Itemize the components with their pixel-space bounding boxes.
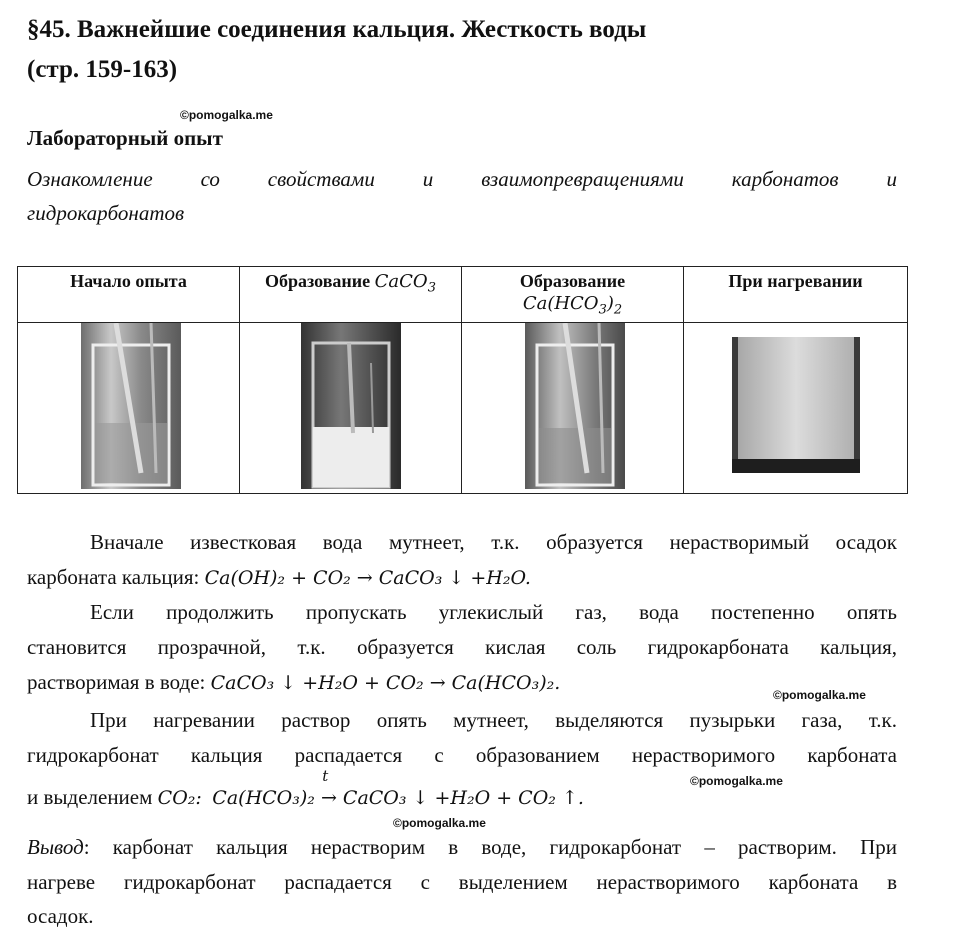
watermark: ©pomogalka.me (690, 774, 783, 788)
page-heading (27, 10, 927, 90)
table-header-caco3: Образование CaCO$_3$ (240, 267, 462, 323)
formula-3-temperature-mark: t (322, 767, 329, 785)
paragraph-3-line-1: При нагревании раствор опять мутнеет, выделяются пузырьки газа, т.к. (90, 708, 897, 732)
table-header-start: Начало опыта (18, 267, 240, 323)
conclusion-label: Вывод (27, 835, 84, 859)
conclusion-line-3: осадок. (27, 904, 94, 928)
heading-line-2: (стр. 159-163) (27, 56, 178, 83)
beaker-clear-photo (81, 323, 181, 489)
photo-cell-cahco3 (462, 323, 684, 494)
formula-1: Ca(OH)₂ + CO₂ → CaCO₃ ↓ +H₂O. (204, 567, 531, 589)
paragraph-2-line-2: становится прозрачной, т.к. образуется кислая соль гидрокарбоната кальция, (27, 635, 897, 659)
conclusion-line-2: нагреве гидрокарбонат распадается с выделением нерастворимого карбоната в (27, 870, 897, 894)
lab-lead-line-1: Ознакомление со свойствами и взаимопревращениями карбонатов и (27, 167, 897, 191)
photo-cell-caco3 (240, 323, 462, 494)
beaker-clear-again-photo (525, 323, 625, 489)
paragraph-1-line-2: карбоната кальция: Ca(OH)₂ + CO₂ → CaCO₃ ↓ +H₂O. (27, 565, 531, 589)
paragraph-3-line-2: гидрокарбонат кальция распадается с образованием нерастворимого карбоната (27, 743, 897, 767)
formula-3: t Ca(HCO₃)₂ → CaCO₃ ↓ +H₂O + CO₂ ↑. (212, 781, 584, 816)
paragraph-2-line-1: Если продолжить пропускать углекислый газ, вода постепенно опять (90, 600, 897, 624)
table-header-cahco3: Образование $Ca(HCO_3)_2$ (462, 267, 684, 323)
watermark: ©pomogalka.me (393, 816, 486, 830)
conclusion-line-1: Вывод: карбонат кальция нерастворим в воде, гидрокарбонат – растворим. При (27, 835, 897, 859)
paragraph-2-line-3: растворимая в воде: CaCO₃ ↓ +H₂O + CO₂ → Ca(HCO₃)₂. (27, 670, 561, 694)
watermark: ©pomogalka.me (180, 108, 273, 122)
formula-2: CaCO₃ ↓ +H₂O + CO₂ → Ca(HCO₃)₂. (210, 672, 561, 694)
tube-heated-photo (732, 337, 860, 473)
photo-cell-heating (684, 323, 908, 494)
paragraph-3-line-3: и выделением CO₂: t Ca(HCO₃)₂ → CaCO₃ ↓ +H₂O + CO₂ ↑. (27, 780, 897, 816)
heading-line-1: §45. Важнейшие соединения кальция. Жесткость воды (27, 16, 647, 43)
experiment-table (17, 266, 908, 494)
watermark: ©pomogalka.me (773, 688, 866, 702)
paragraph-1-line-1: Вначале известковая вода мутнеет, т.к. образуется нерастворимый осадок (90, 530, 897, 554)
photo-cell-start (18, 323, 240, 494)
formula-3-co2: CO₂: (157, 787, 202, 809)
beaker-turbid-photo (301, 323, 401, 489)
lab-title: Лабораторный опыт (27, 126, 223, 150)
table-header-heating: При нагревании (684, 267, 908, 323)
lab-lead-line-2: гидрокарбонатов (27, 201, 185, 225)
